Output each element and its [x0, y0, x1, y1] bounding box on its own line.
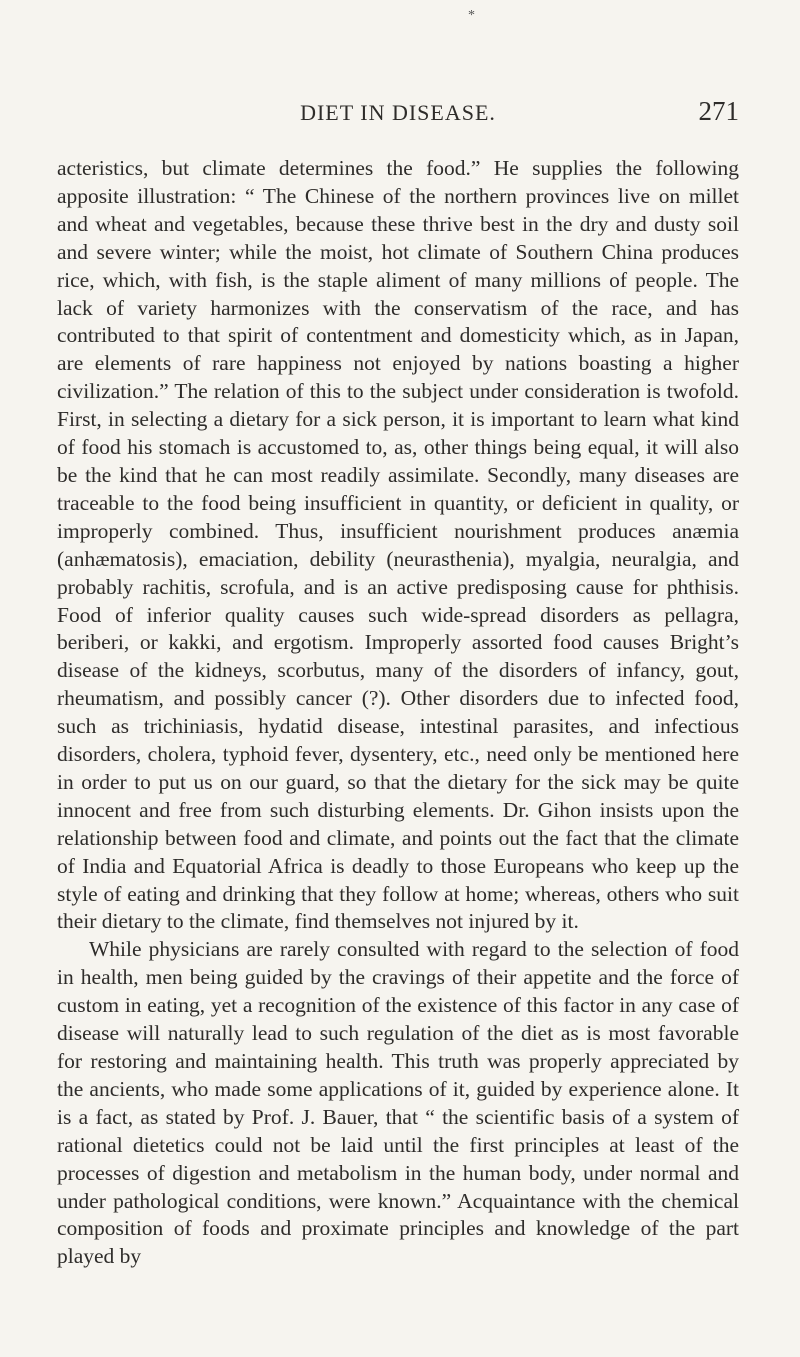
- paragraph: acteristics, but climate determines the food.” He supplies the following apposite illustration: “ The Chinese of the northern provinces live on millet and wheat and vegetables, because these thrive best in the dry and dusty soil and severe winter; while the moist, hot climate of Southern China produces rice, which, with fish, is the staple aliment of many millions of people. The lack of variety harmonizes with the conservatism of the race, and has contributed to that spirit of contentment and domesticity which, as in Japan, are elements of rare happiness not enjoyed by nations boasting a higher civilization.” The relation of this to the subject under consideration is twofold. First, in selecting a dietary for a sick person, it is important to learn what kind of food his stomach is accustomed to, as, other things being equal, it will also be the kind that he can most readily assimilate. Secondly, many diseases are traceable to the food being insufficient in quantity, or deficient in quality, or improperly combined. Thus, insufficient nourishment produces anæmia (anhæmatosis), emaciation, debility (neurasthenia), myalgia, neuralgia, and probably rachitis, scrofula, and is an active predisposing cause for phthisis. Food of inferior quality causes such wide-spread disorders as pellagra, beriberi, or kakki, and ergotism. Improperly assorted food causes Bright’s disease of the kidneys, scorbutus, many of the disorders of infancy, gout, rheumatism, and possibly cancer (?). Other disorders due to infected food, such as trichiniasis, hydatid disease, intestinal parasites, and infectious disorders, cholera, typhoid fever, dysentery, etc., need only be mentioned here in order to put us on our guard, so that the dietary for the sick may be quite innocent and free from such disturbing elements. Dr. Gihon insists upon the relationship between food and climate, and points out the fact that the climate of India and Equatorial Africa is deadly to those Europeans who keep up the style of eating and drinking that they follow at home; whereas, others who suit their dietary to the climate, find themselves not injured by it.: [57, 156, 739, 934]
- running-title: DIET IN DISEASE.: [300, 100, 496, 125]
- page-number: 271: [698, 96, 739, 126]
- body-text: [57, 155, 739, 1271]
- paragraph: While physicians are rarely consulted with regard to the selection of food in health, men being guided by the cravings of their appetite and the force of custom in eating, yet a recognition of the existence of this factor in any case of disease will naturally lead to such regulation of the diet as is most favorable for restoring and maintaining health. This truth was properly appreciated by the ancients, who made some applications of it, guided by experience alone. It is a fact, as stated by Prof. J. Bauer, that “ the scientific basis of a system of rational dietetics could not be laid until the first principles at least of the processes of digestion and metabolism in the human body, under normal and under pathological conditions, were known.” Acquaintance with the chemical composition of foods and proximate principles and knowledge of the part played by: [57, 937, 739, 1269]
- page-mark: *: [468, 8, 475, 23]
- running-head: [57, 96, 739, 136]
